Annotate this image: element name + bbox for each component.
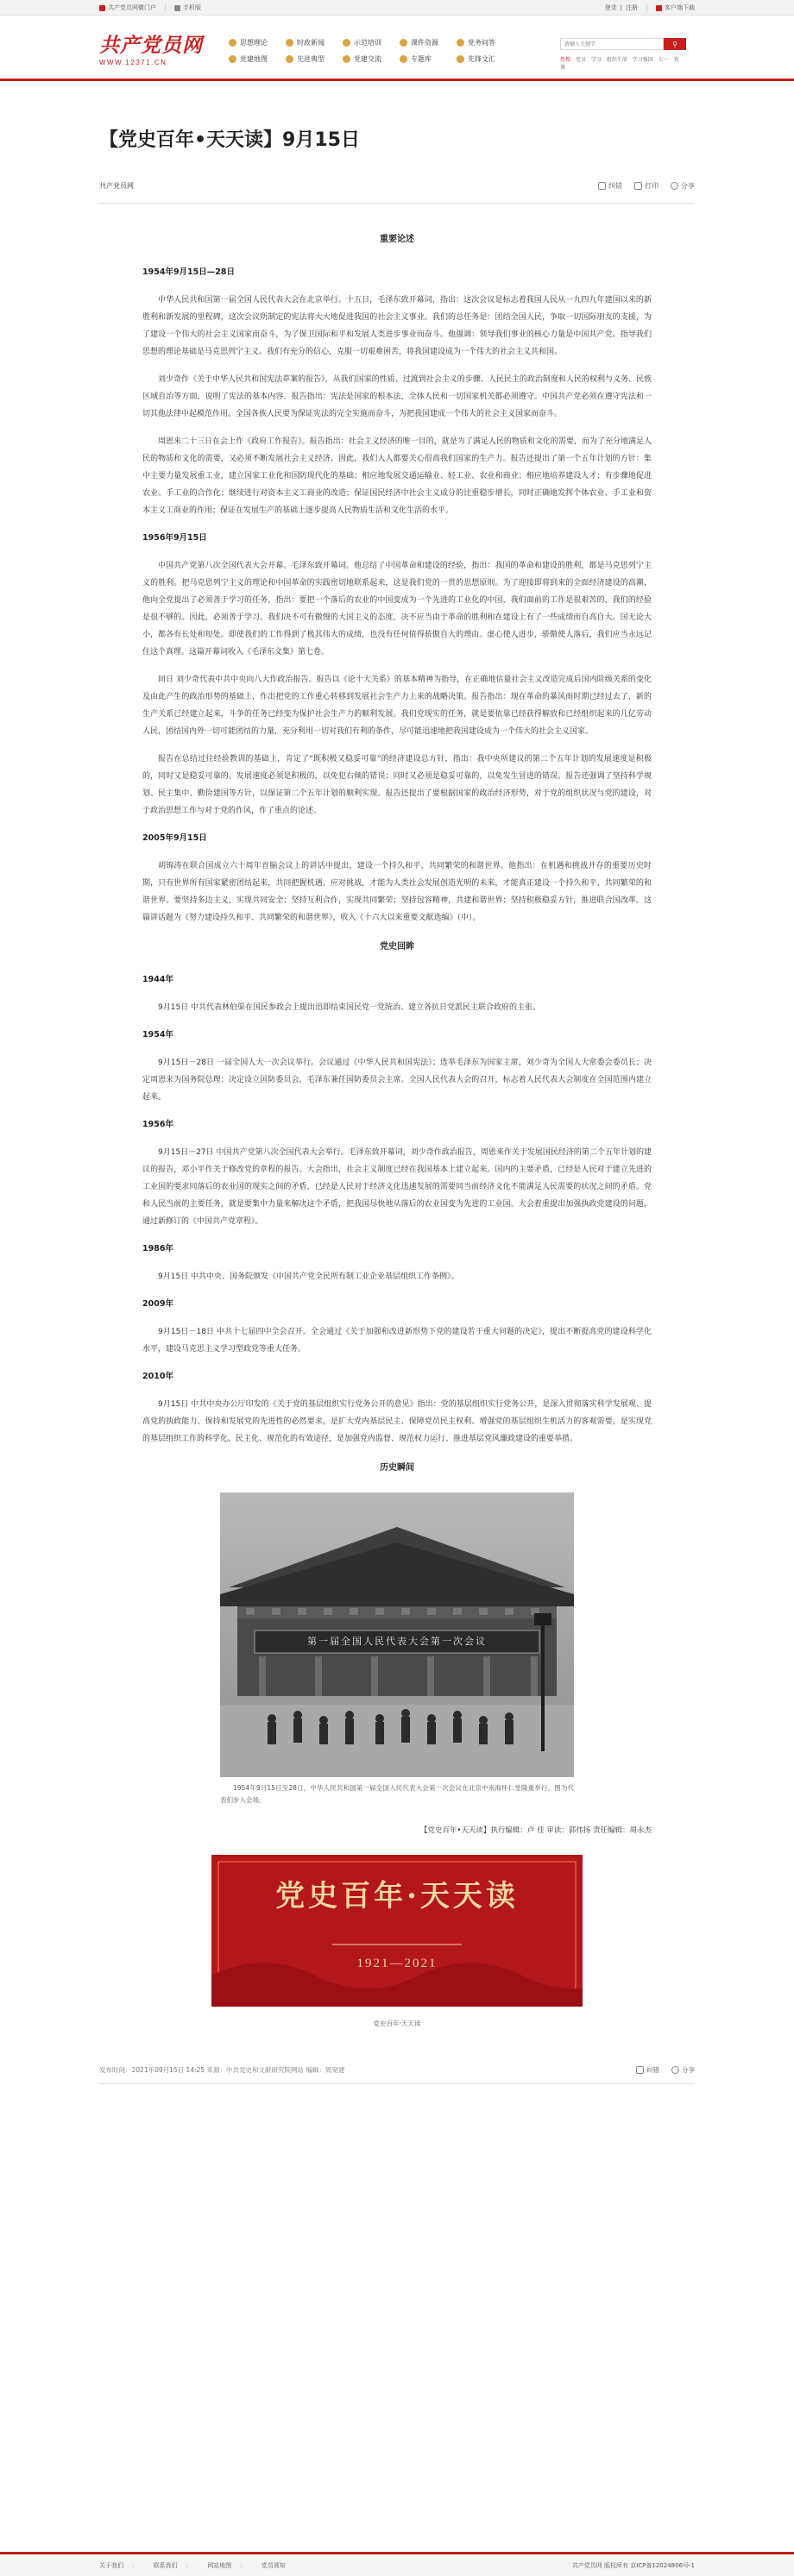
topics-icon bbox=[400, 55, 407, 63]
publish-info: 发布时间：2021年09月15日 14:25 来源：中共党史和文献研究院网站 编辑：周宽建 bbox=[99, 2066, 345, 2074]
paragraph: 周恩来二十三日在会上作《政府工作报告》。报告指出：社会主义经济的唯一目的，就是为了满足人民的物质和文化的需要，而为了充分地满足人民的物质和文化的需要，又必须不断发展社会主义经济。因此，我们人人都要关心很高我们国家的生产力。报告还提出了第一个五年计划的方针：集中主要力量发展重工业，建立国家工业化和国防现代化的基础；相应地发展交通运输业、轻工业、农业和商业；相应地培养建设人才；有步骤地促进农业、手工业的合作化；继续进行对资本主义工商业的改造；保证国民经济中社会主义成分的比重稳步增长，同时正确地发挥个体农业、手工业和资本主义工商业的作用；保证在发展生产的基础上逐步提高人民物质生活和文化生活的水平。 bbox=[142, 437, 652, 515]
nav-label: 先锋文汇 bbox=[468, 55, 495, 63]
nav-item-topics[interactable] bbox=[400, 54, 457, 64]
top-utility-bar bbox=[0, 0, 794, 16]
theory-icon bbox=[229, 39, 236, 47]
paragraph: 9月15日－28日 一届全国人大一次会议举行。会议通过《中华人民共和国宪法》；选举毛泽东为国家主席，刘少奇为全国人大常委会委员长；决定周恩来为国务院总理；决定设立国防委员会，毛泽东兼任国防委员会主席。全国人民代表大会的召开，标志着人民代表大会制度在全国范围内建立起来。 bbox=[142, 1059, 652, 1102]
banner-caption: 党史百年·天天读 bbox=[373, 2020, 421, 2027]
tool-label: 纠错 bbox=[646, 2066, 659, 2074]
date-heading: 2005年9月15日 bbox=[142, 833, 207, 843]
paragraph: 刘少奇作《关于中华人民共和国宪法草案的报告》，从我们国家的性质、过渡到社会主义的步骤、人民民主的政治制度和人民的权利与义务、民族区域自治等方面，说明了宪法的基本内容。报告指出：宪法是国家的根本法，全体人民和一切国家机关都必须遵守。中国共产党必须在遵守宪法和一切其他法律中起模范作用。全国各族人民要为保证宪法的完全实施而奋斗，为把我国建成一个伟大的社会主义国家而奋斗。 bbox=[142, 375, 652, 418]
banner-decoration bbox=[211, 1855, 583, 2007]
print-button[interactable] bbox=[634, 181, 659, 191]
photo-sign-text: 第一届全国人民代表大会第一次会议 bbox=[307, 1636, 487, 1647]
article-meta bbox=[99, 179, 695, 192]
news-icon bbox=[286, 39, 293, 47]
nav-item-literature[interactable] bbox=[457, 54, 514, 64]
search-input[interactable] bbox=[560, 38, 664, 50]
mobile-link[interactable]: 手机版 bbox=[183, 4, 201, 11]
date-heading: 1954年9月15日—28日 bbox=[142, 267, 235, 277]
paragraph: 9月15日－27日 中国共产党第八次全国代表大会举行。毛泽东致开幕词，刘少奇作政治报告，周恩来作关于发展国民经济的第二个五年计划的建议的报告，邓小平作关于修改党的章程的报告。大会指出，社会主义制度已经在我国基本上建立起来。国内的主要矛盾，已经是人民对于建立先进的工业国的要求同落后的农业国的现实之间的矛盾，已经是人民对于经济文化迅速发展的需要同当前经济文化不能满足人民需要的状况之间的矛盾。党和人民当前的主要任务，就是要集中力量来解决这个矛盾，把我国尽快地从落后的农业国变为先进的工业国。大会着重提出加强执政党建设的问题，通过新修订的《中国共产党章程》。 bbox=[142, 1148, 652, 1226]
page-title: 【党史百年•天天读】9月15日 bbox=[99, 129, 360, 151]
divider bbox=[165, 4, 166, 11]
nav-item-courseware[interactable] bbox=[400, 38, 457, 47]
print-icon bbox=[634, 182, 642, 190]
nav-label: 专题库 bbox=[411, 55, 432, 63]
mobile-icon bbox=[174, 5, 180, 11]
nav-label: 党建地图 bbox=[240, 55, 268, 63]
qa-icon bbox=[457, 39, 464, 47]
hot-word[interactable]: 党员 bbox=[575, 57, 586, 63]
year-heading: 1956年 bbox=[142, 1120, 173, 1129]
footer-link-about[interactable]: 关于我们 bbox=[99, 2561, 123, 2569]
paragraph: 同日 刘少奇代表中共中央向八大作政治报告。报告以《论十大关系》的基本精神为指导，在正确地估量社会主义改造完成后国内阶级关系的变化及由此产生的政治形势的基础上，作出把党的工作重心转移到发展社会生产力上来的战略决策。报告指出：现在革命的暴风雨时期已经过去了，新的生产关系已经建立起来，斗争的任务已经变为保护社会生产力的顺利发展。我们党现实的任务，就是要依靠已经获得解放和已经组织起来的几亿劳动人民，团结国内外一切可能团结的力量，充分利用一切对我们有利的条件，尽可能迅速地把我国建设成为一个伟大的社会主义国家。 bbox=[142, 675, 652, 736]
share-button[interactable] bbox=[671, 2065, 695, 2075]
nav-label: 课件资源 bbox=[411, 39, 438, 47]
historical-photo bbox=[220, 1492, 574, 1777]
nav-label: 思想理论 bbox=[240, 39, 268, 47]
footer-link-contact[interactable]: 联系我们 bbox=[153, 2561, 178, 2569]
logo-url: WWW.12371.CN bbox=[99, 59, 167, 66]
report-icon bbox=[598, 182, 606, 190]
article-tools bbox=[586, 181, 695, 191]
hot-words bbox=[560, 55, 686, 71]
share-button[interactable] bbox=[671, 181, 695, 191]
map-icon bbox=[229, 55, 236, 63]
report-icon bbox=[636, 2066, 644, 2074]
login-link[interactable]: 登录 bbox=[604, 4, 617, 11]
courseware-icon bbox=[400, 39, 407, 47]
hot-label: 热搜 bbox=[560, 57, 571, 63]
hot-word[interactable]: 七一 bbox=[658, 57, 669, 63]
nav-label: 党建交流 bbox=[354, 55, 381, 63]
exchange-icon bbox=[343, 55, 350, 63]
footer-link-sitemap[interactable]: 网站地图 bbox=[207, 2561, 232, 2569]
nav-item-theory[interactable] bbox=[229, 38, 286, 47]
footer-links: 关于我们 | 联系我们 | 网站地图 | 党员须知 bbox=[99, 2561, 286, 2569]
copyright: 共产党员网 版权所有 京ICP备12024806号-1 bbox=[571, 2561, 695, 2569]
site-logo[interactable] bbox=[99, 35, 203, 74]
footer-link-notice[interactable]: 党员须知 bbox=[261, 2561, 286, 2569]
logo-text: 共产党员网 bbox=[99, 34, 203, 57]
editor-credit: 【党史百年•天天读】执行编辑：卢 佳 审读：郭伟扬 责任编辑：周永杰 bbox=[419, 1826, 652, 1835]
year-heading: 1986年 bbox=[142, 1244, 173, 1253]
banner-title: 党史百年·天天读 bbox=[275, 1879, 519, 1913]
search-icon: ⚲ bbox=[672, 40, 677, 48]
photo-caption: 1954年9月15日至28日，中华人民共和国第一届全国人民代表大会第一次会议在北京中南海怀仁堂隆重举行。图为代表们步入会场。 bbox=[220, 1784, 574, 1804]
date-heading: 1956年9月15日 bbox=[142, 533, 207, 543]
year-heading: 2010年 bbox=[142, 1372, 173, 1381]
site-header bbox=[0, 16, 794, 81]
literature-icon bbox=[457, 55, 464, 63]
hot-word[interactable]: 学习 bbox=[590, 57, 602, 63]
report-error-button[interactable] bbox=[598, 181, 622, 191]
divider: | bbox=[620, 4, 622, 11]
nav-label: 时政新闻 bbox=[297, 39, 325, 47]
paragraph: 9月15日 中共中央、国务院颁发《中国共产党全民所有制工业企业基层组织工作条例》。 bbox=[158, 1272, 459, 1281]
nav-label: 先进典型 bbox=[297, 55, 325, 63]
nav-item-models[interactable] bbox=[286, 54, 343, 64]
tool-label: 分享 bbox=[681, 181, 695, 190]
nav-item-qa[interactable] bbox=[457, 38, 514, 47]
section-heading: 党史回眸 bbox=[380, 942, 414, 952]
site-search bbox=[560, 38, 686, 50]
nav-label: 党务问答 bbox=[468, 39, 495, 47]
paragraph: 中华人民共和国第一届全国人民代表大会在北京举行。十五日，毛泽东致开幕词，指出：这次会议是标志着我国人民从一九四九年建国以来的新胜利和新发展的里程碑，这次会议所制定的宪法将大大地促进我国的社会主义事业。我们的总任务是：团结全国人民，争取一切国际朋友的支援，为了建设一个伟大的社会主义国家而奋斗，为了保卫国际和平和发展人类进步事业而奋斗。他强调：领导我们事业的核心力量是中国共产党。指导我们思想的理论基础是马克思列宁主义。我们有充分的信心，克服一切艰难困苦，将我国建设成为一个伟大的社会主义共和国。 bbox=[142, 296, 652, 356]
tool-label: 打印 bbox=[645, 181, 659, 190]
download-icon bbox=[656, 5, 662, 11]
tool-label: 纠错 bbox=[608, 181, 622, 190]
tool-label: 分享 bbox=[682, 2066, 695, 2074]
search-button[interactable] bbox=[664, 38, 686, 50]
article bbox=[99, 129, 695, 204]
paragraph: 9月15日 中共中央办公厅印发的《关于党的基层组织实行党务公开的意见》指出：党的基层组织实行党务公开，是深入贯彻落实科学发展观、提高党的执政能力、保持和发展党的先进性的必然要求，是扩大党内基层民主、保障党员民主权利、增强党的基层组织生机活力的客观需要，是实现党的基层组织工作的科学化、民主化、规范化的有效途径，是加强党内监督、规范权力运行、推进基层党风廉政建设的重要举措。 bbox=[142, 1400, 652, 1443]
nav-item-news[interactable] bbox=[286, 38, 343, 47]
paragraph: 报告在总结过往经验教训的基础上，肯定了“既积极又稳妥可靠”的经济建设总方针，指出：我中央所建议的第二个五年计划的发展速度是积极的，同时又是稳妥可靠的。发展速度必须是积极的，以免犯右倾的错误；同时又必须是稳妥可靠的，以免发生冒进的错误。报告还强调了坚持科学规划、民主集中、勤俭建国等方针，以保证第二个五年计划的顺利实现。报告还提出了要根据国家的政治经济形势，对于党的组织状况与党的建设，对于政治思想工作与对于党的作风，作了重点的论述。 bbox=[142, 755, 652, 815]
divider bbox=[646, 4, 647, 11]
paragraph: 中国共产党第八次全国代表大会开幕。毛泽东致开幕词。他总结了中国革命和建设的经验，指出：我国的革命和建设的胜利，都是马克思列宁主义的胜利。把马克思列宁主义的理论和中国革命的实践密切地联系起来，这是我们党的一贯的思想原则。为了迎接即将到来的全面经济建设的高潮，他向全党提出了必须善于学习的任务，指出：要把一个落后的农业的中国变成为一个先进的工业化的中国，我们面前的工作是很艰苦的，我们的经验是很不够的。因此，必须善于学习。我们决不可有傲慢的大国主义的态度，决不应当由于革命的胜利和在建设上有了一些成绩而自高自大。国无论大小，都各有长处和短处。即使我们的工作得到了极其伟大的成绩，也没有任何值得骄傲自大的理由。虚心使人进步，骄傲使人落后，我们应当永远记住这个真理。这篇开幕词收入《毛泽东文集》第七卷。 bbox=[142, 562, 652, 657]
year-heading: 1954年 bbox=[142, 1030, 173, 1040]
client-download-link[interactable]: 客户端下载 bbox=[665, 4, 695, 11]
paragraph: 9月15日－18日 中共十七届四中全会召开。全会通过《关于加强和改进新形势下党的建设若干重大问题的决定》，提出不断提高党的建设科学化水平，建设马克思主义学习型政党等重大任务。 bbox=[142, 1328, 652, 1354]
banner-years: 1921—2021 bbox=[356, 1957, 438, 1970]
share-icon bbox=[671, 182, 678, 190]
article-source: 共产党员网 bbox=[99, 181, 134, 190]
nav-item-training[interactable] bbox=[343, 38, 400, 47]
paragraph: 胡锦涛在联合国成立六十周年首脑会议上的讲话中提出，建设一个持久和平、共同繁荣的和谐世界。他指出：在机遇和挑战并存的重要历史时期，只有世界所有国家紧密团结起来，共同把握机遇、应对挑战，才能为人类社会发展创造光明的未来，才能真正建设一个持久和平、共同繁荣的和谐世界。要坚持多边主义，实现共同安全；坚持互利合作，实现共同繁荣；坚持包容精神，共建和谐世界；坚持积极稳妥方针，推进联合国改革。这篇讲话题为《努力建设持久和平、共同繁荣的和谐世界》，收入《十六大以来重要文献选编》（中）。 bbox=[142, 862, 652, 922]
wei-portal-link[interactable]: 共产党员网微门户 bbox=[108, 4, 156, 11]
share-icon bbox=[671, 2066, 679, 2074]
section-heading: 重要论述 bbox=[380, 235, 414, 244]
hot-word[interactable]: 学习强国 bbox=[632, 57, 653, 63]
paragraph: 9月15日 中共代表林伯渠在国民参政会上提出迅即结束国民党一党统治、建立各抗日党派民主联合政府的主张。 bbox=[158, 1003, 541, 1012]
article-body bbox=[142, 204, 652, 2033]
nav-item-map[interactable] bbox=[229, 54, 286, 64]
register-link[interactable]: 注册 bbox=[626, 4, 638, 11]
models-icon bbox=[286, 55, 293, 63]
nav-item-exchange[interactable] bbox=[343, 54, 400, 64]
year-heading: 1944年 bbox=[142, 975, 173, 984]
article-footer-meta bbox=[99, 2065, 695, 2075]
year-heading: 2009年 bbox=[142, 1299, 173, 1309]
divider bbox=[99, 2083, 695, 2084]
report-error-button[interactable] bbox=[636, 2065, 659, 2075]
main-nav bbox=[229, 38, 514, 64]
footer-tools bbox=[624, 2065, 695, 2075]
hot-word[interactable]: 组织生活 bbox=[606, 57, 627, 63]
hot-word[interactable]: 党课 bbox=[560, 57, 679, 71]
site-footer bbox=[0, 2552, 794, 2576]
section-heading: 历史瞬间 bbox=[380, 1463, 414, 1473]
training-icon bbox=[343, 39, 350, 47]
series-banner bbox=[211, 1855, 583, 2007]
nav-label: 示范培训 bbox=[354, 39, 381, 47]
weixin-icon bbox=[99, 5, 105, 11]
